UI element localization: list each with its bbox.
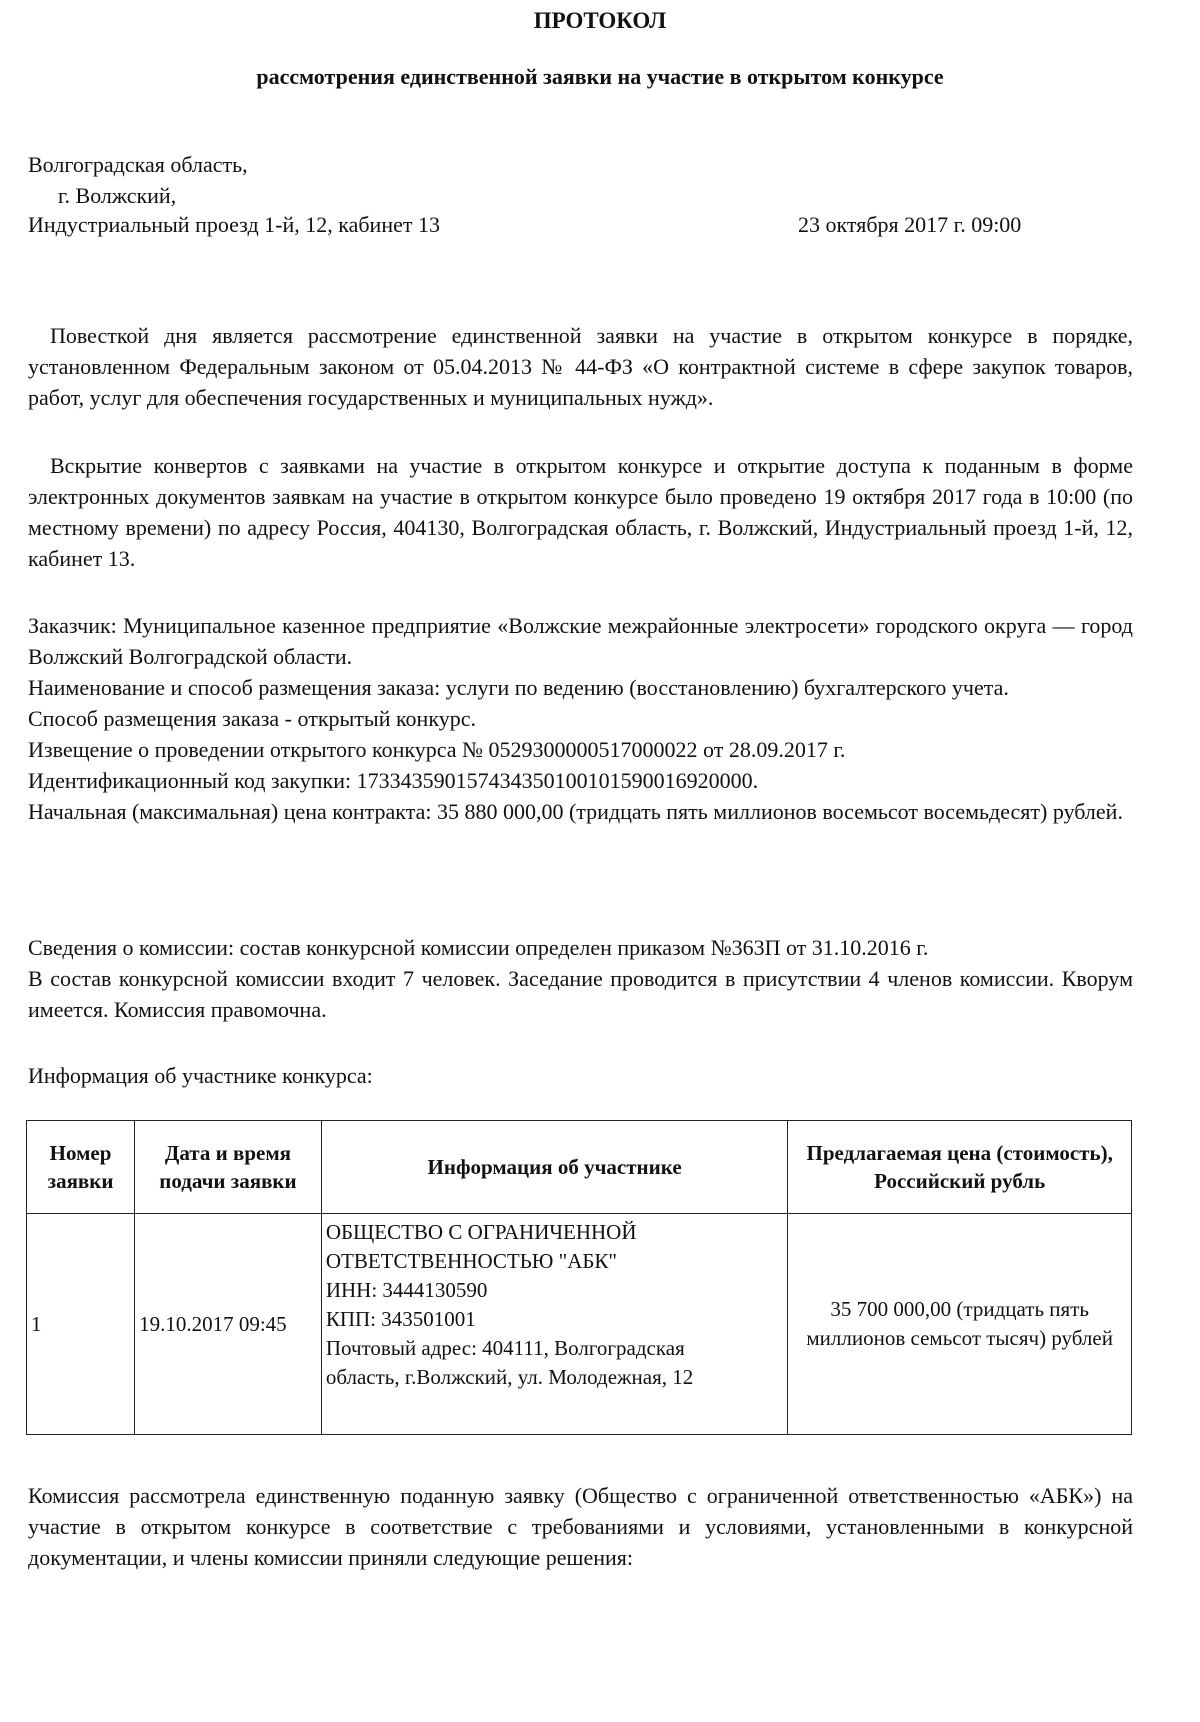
opening-paragraph: Вскрытие конвертов с заявками на участие в открытом конкурсе и открытие доступа к поданным в форме электронных документов заявкам на участие в открытом конкурсе было проведено 19 октября 2017 года в 10:00 (по местному времени) по адресу Россия, 404130, Волгоградская область, г. Волжский, Индустриальный проезд 1-й, 12, кабинет 13. — [28, 453, 1133, 571]
initial-price-line: Начальная (максимальная) цена контракта: 35 880 000,00 (тридцать пять миллионов восемьсот восемьдесят) рублей. — [28, 799, 1123, 824]
participant-address-line2: область, г.Волжский, ул. Молодежная, 12 — [325, 1365, 694, 1389]
participants-table — [26, 1120, 1132, 1435]
order-name-line: Наименование и способ размещения заказа: услуги по ведению (восстановлению) бухгалтерского учета. — [28, 675, 1009, 700]
commission-members: В состав конкурсной комиссии входит 7 человек. Заседание проводится в присутствии 4 членов комиссии. Кворум имеется. Комиссия правомочна. — [28, 966, 1133, 1022]
location-address: Индустриальный проезд 1-й, 12, кабинет 13 — [28, 212, 440, 237]
participant-info — [321, 1214, 788, 1435]
participant-name-line1: ОБЩЕСТВО С ОГРАНИЧЕННОЙ — [325, 1220, 637, 1244]
participant-address-line1: Почтовый адрес: 404111, Волгоградская — [325, 1336, 685, 1360]
agenda-paragraph: Повесткой дня является рассмотрение единственной заявки на участие в открытом конкурсе в порядке, установленном Федеральным законом от 05.04.2013 № 44-ФЗ «О контрактной системе в сфере закупок товаров, работ, услуг для обеспечения государственных и муниципальных нужд». — [28, 323, 1133, 410]
column-header-datetime: Дата и время подачи заявки — [135, 1121, 322, 1214]
document-title: ПРОТОКОЛ — [533, 8, 667, 33]
document-subtitle: рассмотрения единственной заявки на участие в открытом конкурсе — [256, 64, 944, 89]
column-header-price: Предлагаемая цена (стоимость), Российский рубль — [788, 1121, 1132, 1214]
location-city: г. Волжский, — [58, 183, 177, 208]
participant-inn: ИНН: 3444130590 — [325, 1278, 488, 1302]
decision-paragraph: Комиссия рассмотрела единственную поданную заявку (Общество с ограниченной ответственностью «АБК») на участие в открытом конкурсе в соответствие с требованиями и условиями, установленными в конкурсной документации, и члены комиссии приняли следующие решения: — [28, 1483, 1133, 1570]
column-header-info: Информация об участнике — [321, 1121, 788, 1214]
commission-details — [28, 932, 1133, 1025]
id-code-line: Идентификационный код закупки: 173343590157434350100101590016920000. — [28, 768, 759, 793]
order-method-line: Способ размещения заказа - открытый конкурс. — [28, 706, 476, 731]
participants-heading: Информация об участнике конкурса: — [28, 1063, 373, 1088]
notice-line: Извещение о проведении открытого конкурса № 0529300000517000022 от 28.09.2017 г. — [28, 737, 846, 762]
application-datetime: 19.10.2017 09:45 — [135, 1214, 322, 1435]
protocol-datetime: 23 октября 2017 г. 09:00 — [798, 212, 1022, 237]
customer-line: Заказчик: Муниципальное казенное предприятие «Волжские межрайонные электросети» городского округа — город Волжский Волгоградской области. — [28, 613, 1133, 669]
application-number: 1 — [27, 1214, 135, 1435]
participant-kpp: КПП: 343501001 — [325, 1307, 476, 1331]
participant-name-line2: ОТВЕТСТВЕННОСТЬЮ "АБК" — [325, 1249, 618, 1273]
table-row — [27, 1214, 1132, 1435]
column-header-number: Номер заявки — [27, 1121, 135, 1214]
commission-composition: Сведения о комиссии: состав конкурсной комиссии определен приказом №363П от 31.10.2016 г. — [28, 935, 929, 960]
procurement-details — [28, 610, 1133, 827]
table-header-row — [27, 1121, 1132, 1214]
location-region: Волгоградская область, — [28, 152, 248, 177]
offered-price: 35 700 000,00 (тридцать пять миллионов семьсот тысяч) рублей — [788, 1214, 1132, 1435]
